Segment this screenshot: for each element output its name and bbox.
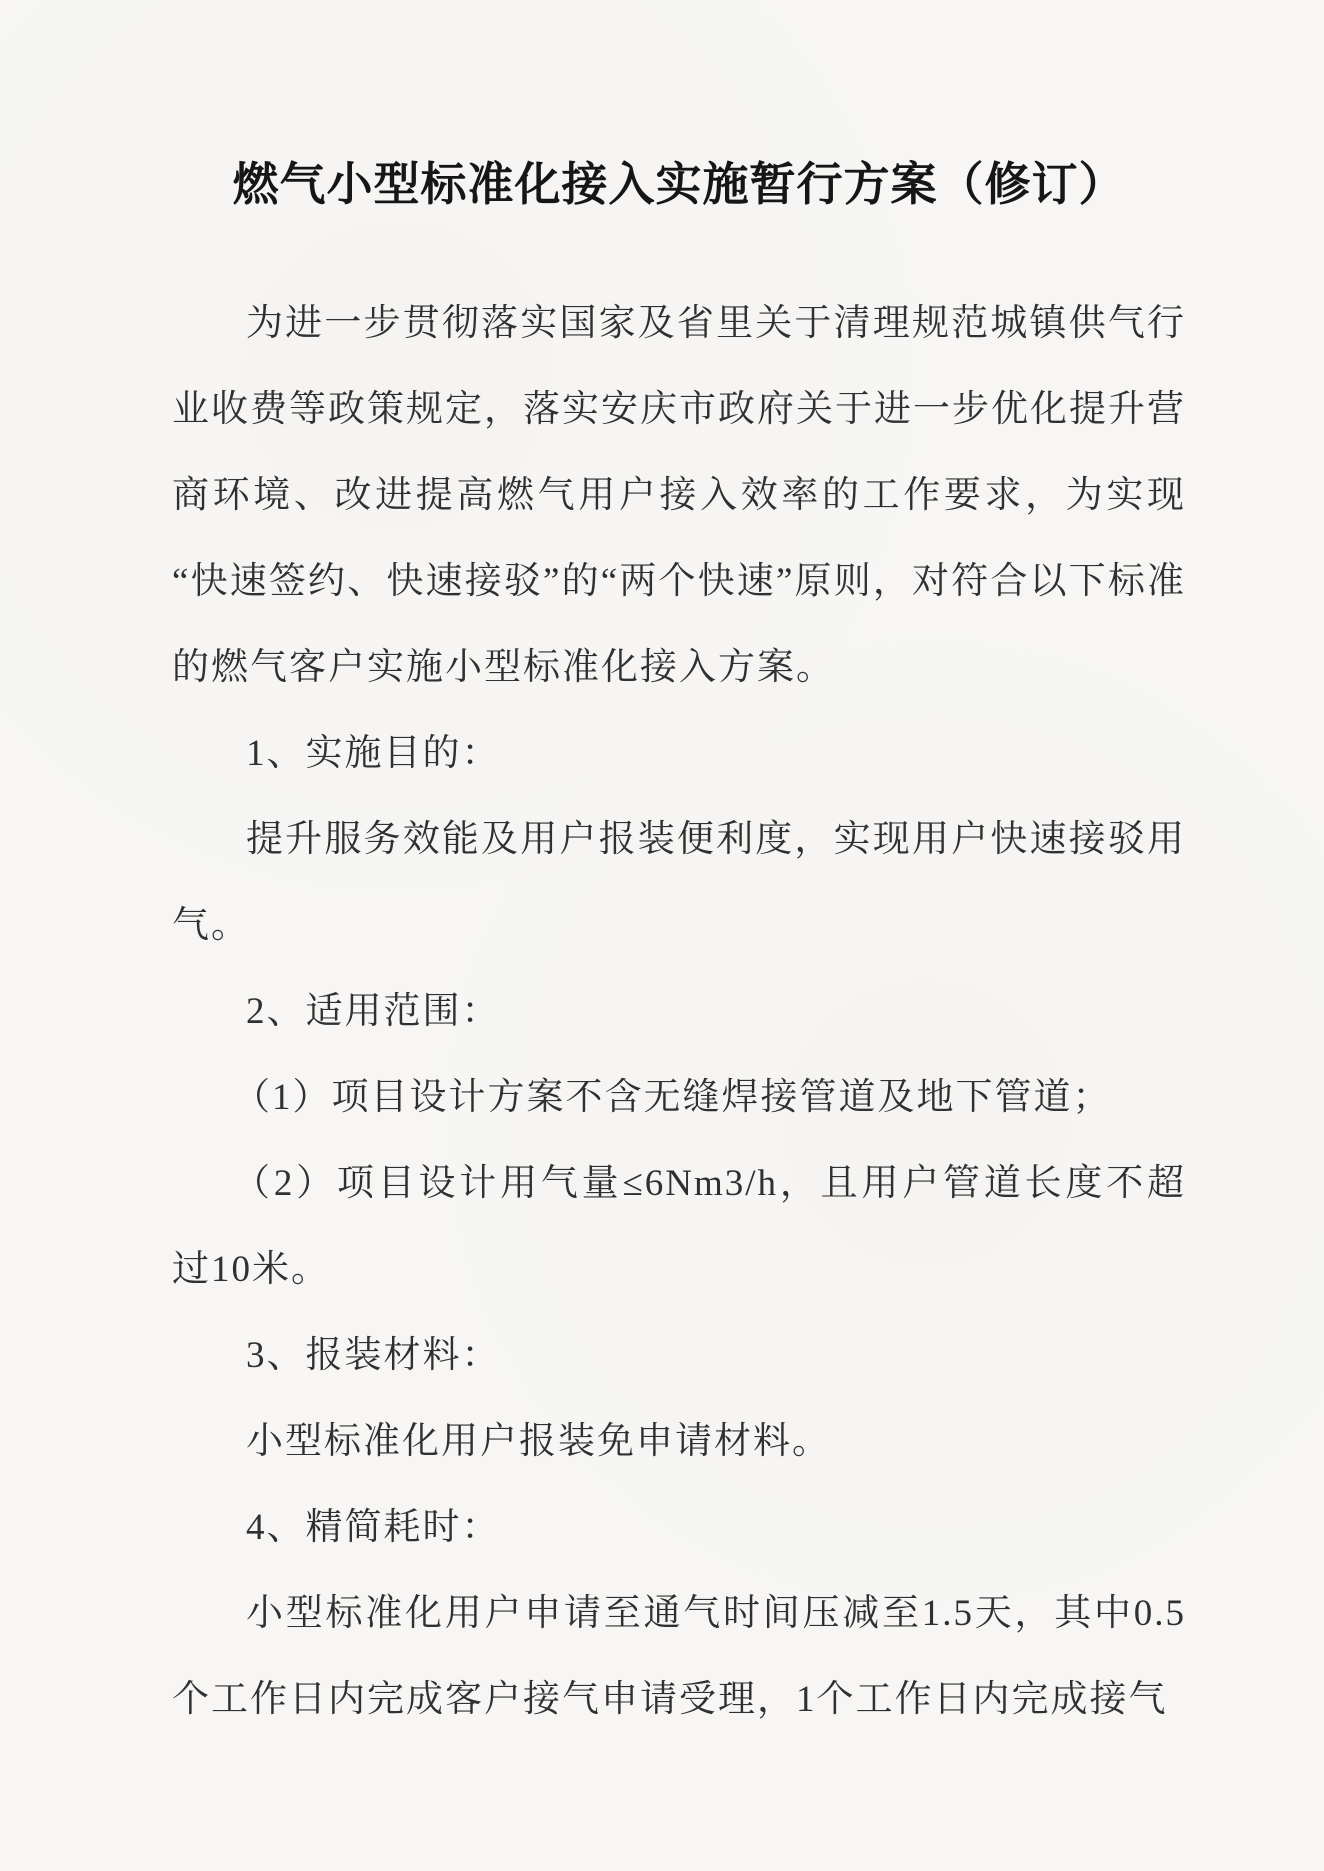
doc-heading: 1、实施目的： bbox=[246, 732, 501, 774]
doc-heading: 3、报装材料： bbox=[246, 1334, 501, 1376]
doc-paragraph: 小型标准化用户申请至通气时间压减至1.5天，其中0.5个工作日内完成客户接气申请受理，1个工作日内完成接气 bbox=[172, 1592, 1186, 1720]
doc-list-item: （1）项目设计方案不含无缝焊接管道及地下管道； bbox=[233, 1076, 1112, 1118]
doc-heading: 2、适用范围： bbox=[246, 990, 501, 1032]
doc-paragraph: 为进一步贯彻落实国家及省里关于清理规范城镇供气行业收费等政策规定，落实安庆市政府关于进一步优化提升营商环境、改进提高燃气用户接入效率的工作要求，为实现“快速签约、快速接驳”的“两个快速”原则，对符合以下标准的燃气客户实施小型标准化接入方案。 bbox=[172, 302, 1186, 688]
doc-heading: 4、精简耗时： bbox=[246, 1506, 501, 1548]
doc-paragraph: 提升服务效能及用户报装便利度，实现用户快速接驳用气。 bbox=[172, 818, 1186, 946]
doc-list-item: （2）项目设计用气量≤6Nm3/h，且用户管道长度不超过10米。 bbox=[172, 1162, 1186, 1290]
doc-paragraph: 小型标准化用户报装免申请材料。 bbox=[246, 1420, 831, 1462]
document-title: 燃气小型标准化接入实施暂行方案（修订） bbox=[232, 159, 1126, 210]
document-body bbox=[172, 281, 1186, 1743]
